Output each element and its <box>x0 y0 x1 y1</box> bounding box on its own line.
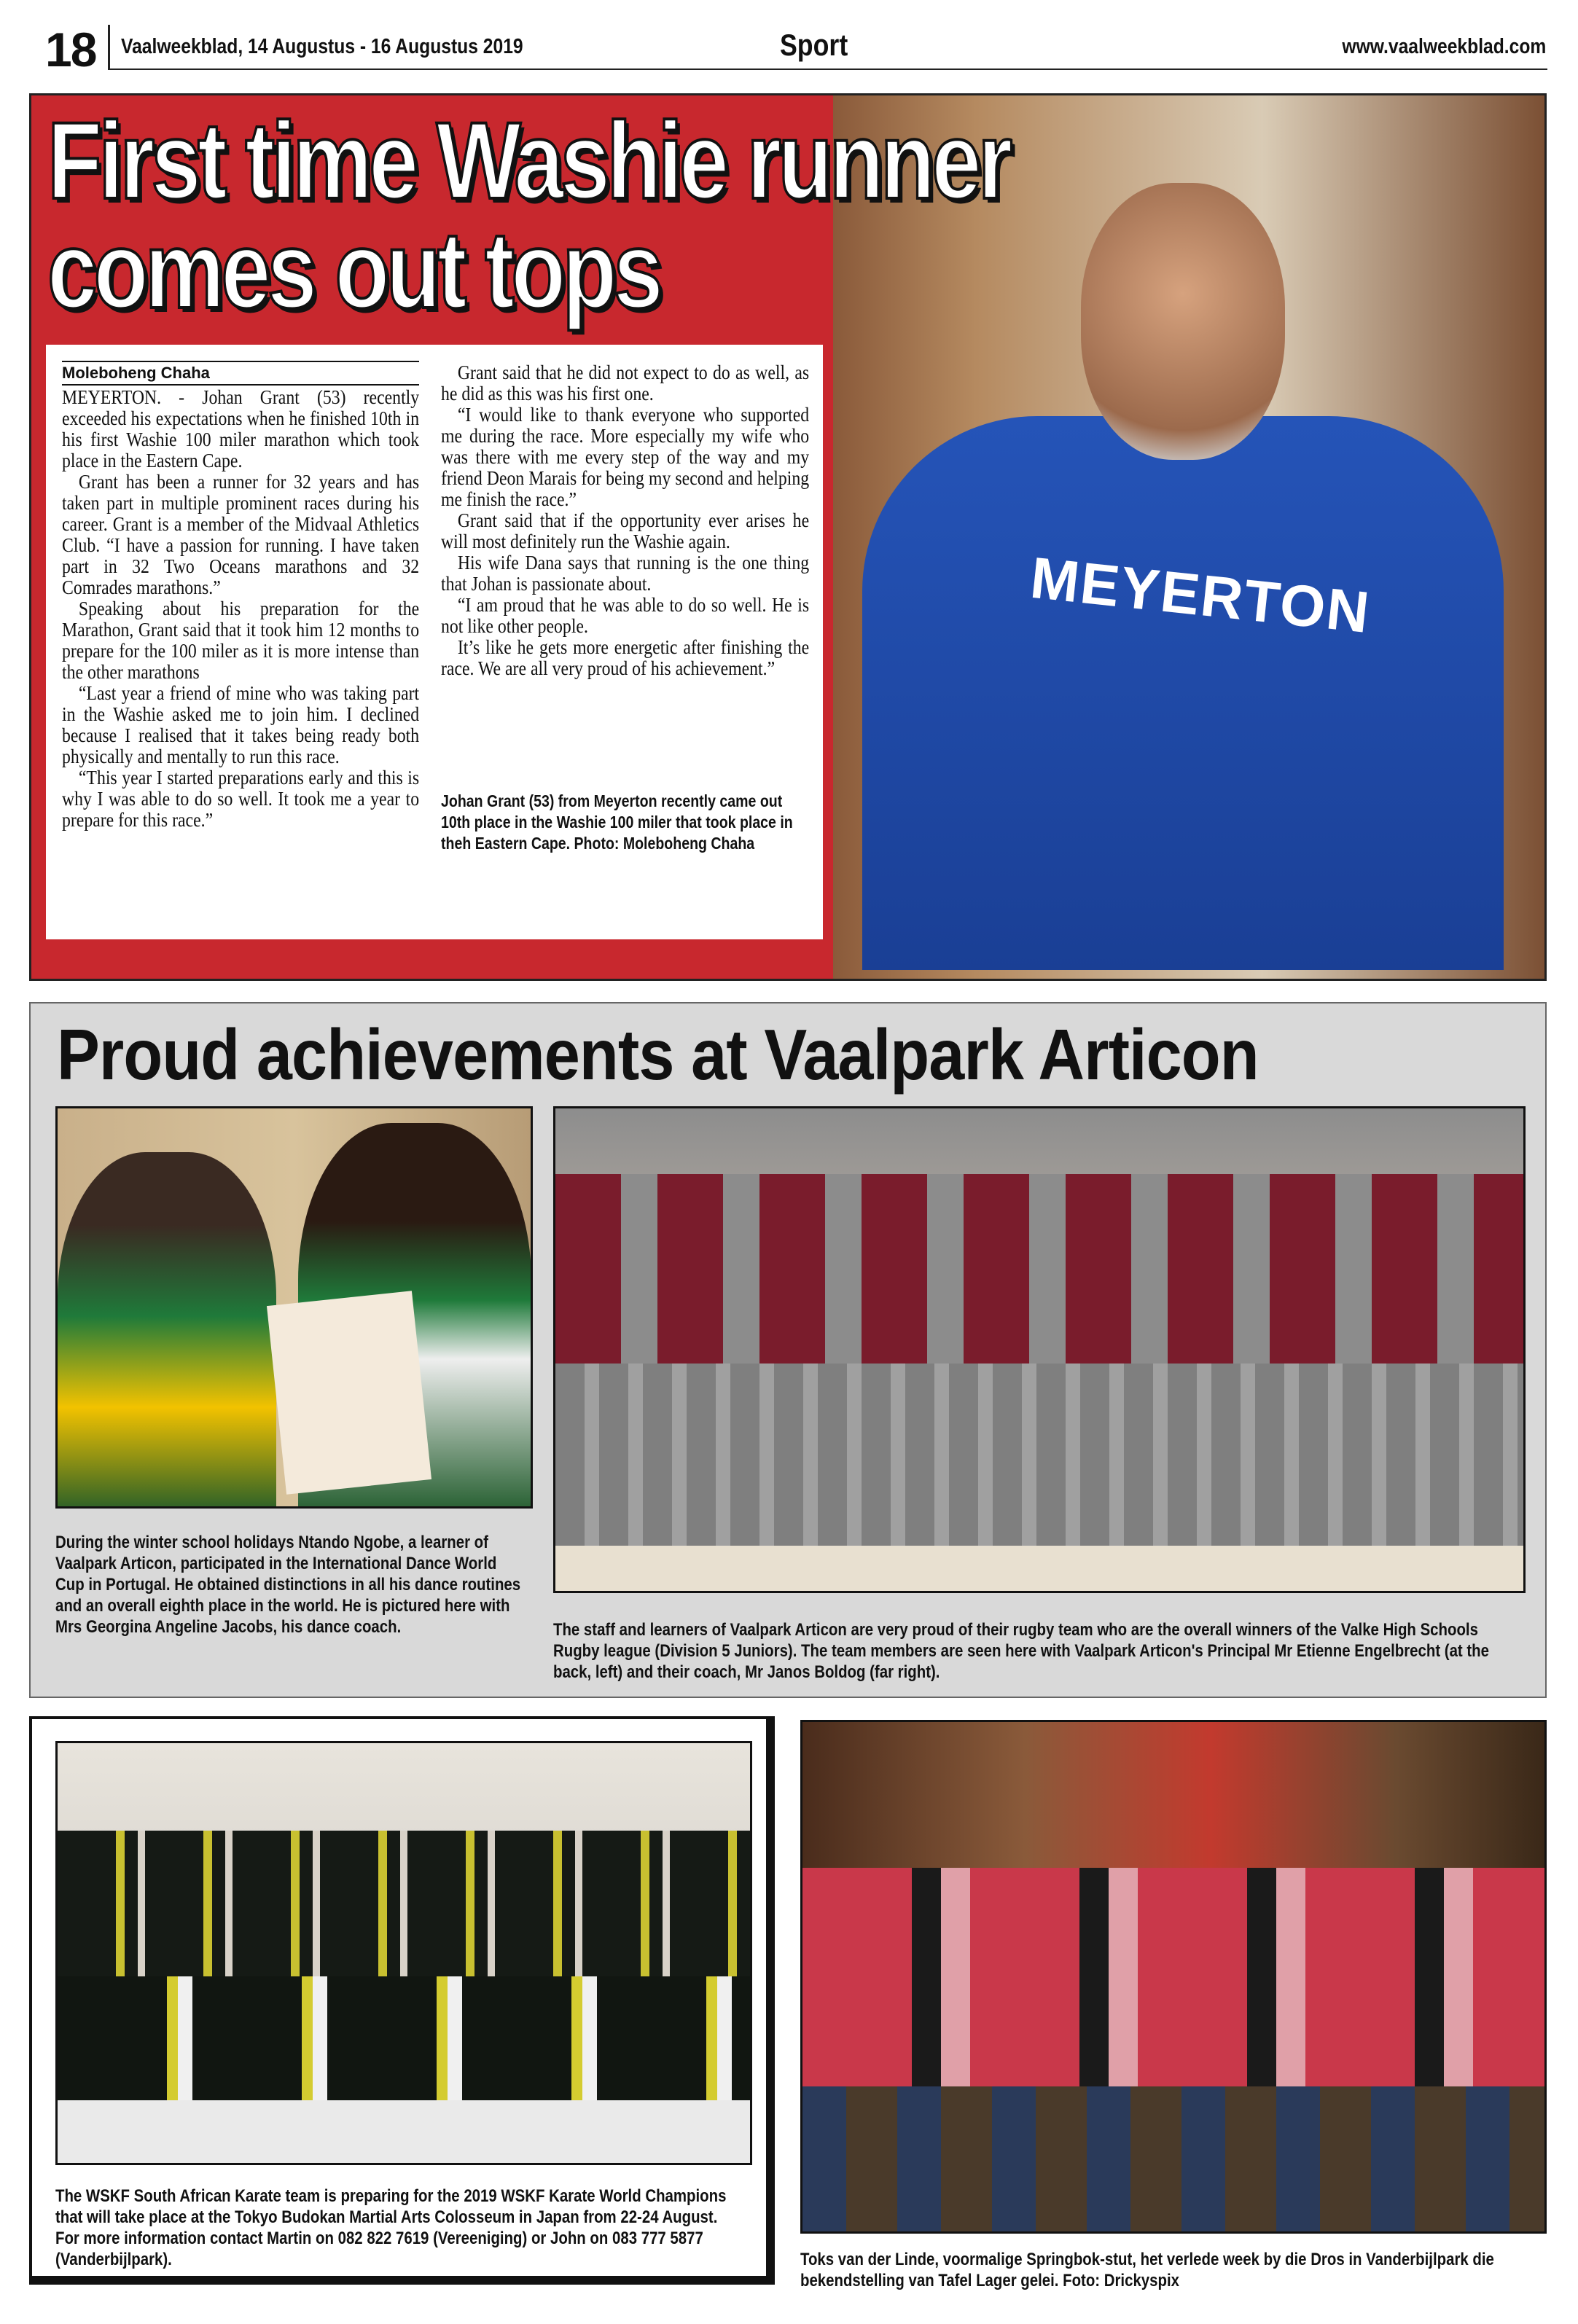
headline: First time Washie runner comes out tops <box>47 99 1009 331</box>
header-rule <box>108 69 1547 70</box>
paragraph: “This year I started preparations early and this is why I was able to do so well. It took me a year to prepare for this race.” <box>62 767 420 831</box>
text-column-2 <box>441 362 809 679</box>
publication-date: Vaalweekblad, 14 Augustus - 16 Augustus 2019 <box>121 35 523 58</box>
rugby-team-photo <box>553 1106 1526 1593</box>
paragraph: MEYERTON. - Johan Grant (53) recently exceeded his expectations when he finished 10th in his first Washie 100 miler marathon which took place in the Eastern Cape. <box>62 386 420 472</box>
runner-jacket <box>862 416 1504 970</box>
paragraph: Speaking about his preparation for the Marathon, Grant said that it took him 12 months to prepare for the 100 miler as it is more intense than the other marathons <box>62 598 420 683</box>
byline: Moleboheng Chaha <box>62 361 419 386</box>
tafel-lager-launch-photo <box>800 1720 1547 2234</box>
paragraph: Grant said that if the opportunity ever arises he will most definitely run the Washie again. <box>441 509 810 552</box>
section-name: Sport <box>780 28 848 62</box>
page-number: 18 <box>45 23 96 77</box>
paragraph: It’s like he gets more energetic after finishing the race. We are all very proud of his achievement.” <box>441 636 810 679</box>
text-column-1 <box>62 387 419 831</box>
photo-caption: Toks van der Linde, voormalige Springbok-stut, het verlede week by die Dros in Vanderbijlpark die bekendstelling van Tafel Lager gelei. Foto: Drickyspix <box>800 2250 1494 2290</box>
header-divider <box>108 25 110 70</box>
paragraph: Grant said that he did not expect to do as well, as he did as this was his first one. <box>441 361 810 404</box>
article-vaalpark-articon <box>29 1002 1547 1698</box>
paragraph: “I would like to thank everyone who supported me during the race. More especially my wife who was there with me every step of the way and my friend Deon Marais for being my second and helping me finish the race.” <box>441 404 810 510</box>
photo-caption: The WSKF South African Karate team is preparing for the 2019 WSKF Karate World Champions that will take place at the Tokyo Budokan Martial Arts Colosseum in Japan from 22-24 August. For more information contact Martin on 082 822 7619 (Vereeniging) or John on 083 777 5877 (Vanderbijlpark). <box>55 2186 727 2269</box>
article-washie-runner <box>29 93 1547 981</box>
headline: Proud achievements at Vaalpark Articon <box>57 1014 1259 1095</box>
runner-head <box>1081 183 1285 460</box>
photo-caption: During the winter school holidays Ntando Ngobe, a learner of Vaalpark Articon, participated in the International Dance World Cup in Portugal. He obtained distinctions in all his dance routines and an overall eighth place in the world. He is pictured here with Mrs Georgina Angeline Jacobs, his dance coach. <box>55 1533 521 1637</box>
paragraph: Grant has been a runner for 32 years and has taken part in multiple prominent races during his career. Grant is a member of the Midvaal Athletics Club. “I have a passion for running. I have taken part in 32 Two Oceans marathons and 32 Comrades marathons.” <box>62 471 420 598</box>
photo-caption: Johan Grant (53) from Meyerton recently came out 10th place in the Washie 100 miler that took place in theh Eastern Cape. Photo: Moleboheng Chaha <box>441 791 793 853</box>
paragraph: His wife Dana says that running is the one thing that Johan is passionate about. <box>441 552 810 595</box>
website-link[interactable]: www.vaalweekblad.com <box>1342 35 1546 58</box>
photo-caption: The staff and learners of Vaalpark Articon are very proud of their rugby team who are the overall winners of the Valke High Schools Rugby league (Division 5 Juniors). The team members are seen here with Vaalpark Articon's Principal Mr Etienne Engelbrecht (at the back, left) and their coach, Mr Janos Boldog (far right). <box>553 1620 1489 1682</box>
article-text-box <box>46 345 823 939</box>
jacket-lettering: MEYERTON <box>1027 544 1374 646</box>
dance-photo <box>55 1106 533 1509</box>
paragraph: “I am proud that he was able to do so well. He is not like other people. <box>441 594 810 637</box>
article-wskf-karate <box>29 1716 775 2285</box>
karate-team-photo <box>55 1741 752 2165</box>
paragraph: “Last year a friend of mine who was taking part in the Washie asked me to join him. I declined because I realised that it takes being ready both physically and mentally to run this race. <box>62 682 420 767</box>
